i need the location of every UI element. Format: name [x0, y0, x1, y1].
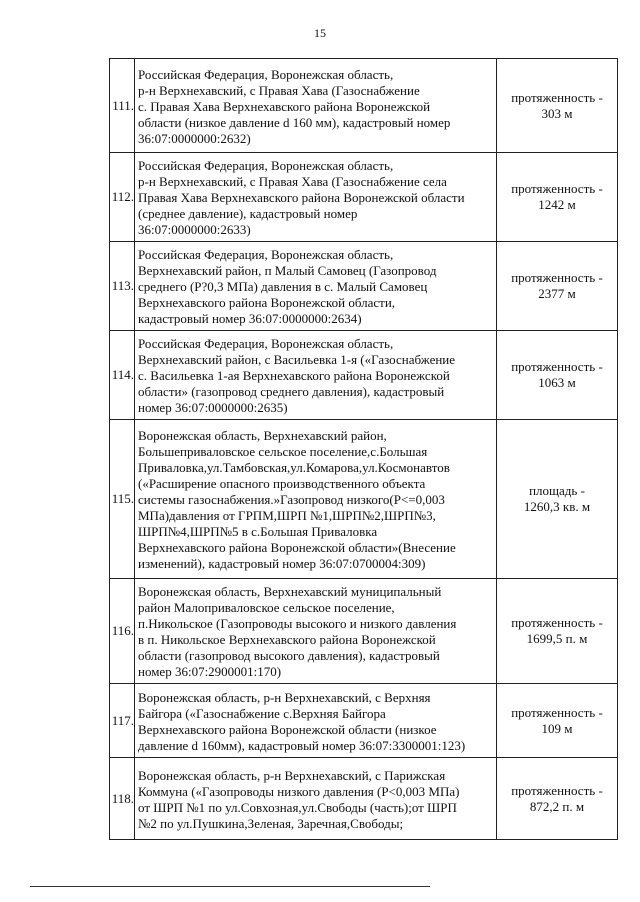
- row-number: 113.: [110, 242, 135, 331]
- row-number: 118.: [110, 758, 135, 840]
- object-description: [135, 153, 497, 242]
- description-line: Российская Федерация, Воронежская область,: [138, 247, 394, 262]
- description-line: изменений), кадастровый номер 36:07:0700004:309): [138, 556, 426, 571]
- description-line: 36:07:0000000:2633): [138, 222, 251, 237]
- object-measurement: [497, 153, 618, 242]
- description-line: Большеприваловское сельское поселение,с.Большая: [138, 444, 428, 459]
- registry-row: [110, 420, 618, 579]
- registry-row: [110, 579, 618, 684]
- description-line: Верхнехавский район, п Малый Самовец (Газопровод: [138, 263, 437, 278]
- description-line: Российская Федерация, Воронежская область,: [138, 66, 394, 82]
- description-line: Байгора («Газоснабжение с.Верхняя Байгора: [138, 705, 386, 721]
- page-number: 15: [314, 26, 326, 40]
- object-measurement: [497, 758, 618, 840]
- description-line: р-н Верхнехавский, с Правая Хава (Газоснабжение села: [138, 174, 447, 189]
- description-line: №2 по ул.Пушкина,Зеленая, Заречная,Свободы;: [138, 815, 404, 831]
- description-line: с. Правая Хава Верхнехавского района Воронежской: [138, 98, 431, 114]
- object-description: [135, 59, 497, 153]
- row-number: 114.: [110, 331, 135, 420]
- description-line: Верхнехавского района Воронежской области,: [138, 295, 396, 310]
- description-line: области» (газопровод среднего давления), кадастровый: [138, 384, 445, 399]
- measurement-line: протяженность -: [511, 782, 603, 798]
- registry-table-body: [110, 59, 618, 840]
- description-line: в п. Никольское Верхнехавского района Воронежской: [138, 632, 436, 647]
- description-line: с. Васильевка 1-ая Верхнехавского района Воронежской: [138, 368, 450, 383]
- object-measurement: [497, 59, 618, 153]
- description-line: области (газопровод высокого давления), кадастровый: [138, 648, 440, 663]
- description-line: Коммуна («Газопроводы низкого давления (Р<0,003 МПа): [138, 783, 460, 799]
- description-line: р-н Верхнехавский, с Правая Хава (Газоснабжение: [138, 82, 420, 98]
- object-measurement: [497, 331, 618, 420]
- object-measurement: [497, 684, 618, 758]
- object-description: [135, 242, 497, 331]
- property-registry-table: [109, 58, 618, 840]
- description-line: от ШРП №1 по ул.Совхозная,ул.Свободы (часть);от ШРП: [138, 799, 457, 815]
- registry-row: [110, 242, 618, 331]
- description-line: системы газоснабжения.»Газопровод низкого(Р<=0,003: [138, 492, 445, 507]
- description-line: Воронежская область, р-н Верхнехавский, с Парижская: [138, 767, 446, 783]
- description-line: кадастровый номер 36:07:0000000:2634): [138, 311, 362, 326]
- registry-row: [110, 153, 618, 242]
- description-line: («Расширение опасного производственного объекта: [138, 476, 426, 491]
- registry-row: [110, 59, 618, 153]
- row-number: 112.: [110, 153, 135, 242]
- description-line: (среднее давление), кадастровый номер: [138, 206, 358, 221]
- object-description: [135, 579, 497, 684]
- measurement-line: 109 м: [541, 720, 573, 736]
- object-description: [135, 758, 497, 840]
- object-description: [135, 684, 497, 758]
- registry-row: [110, 684, 618, 758]
- description-line: п.Никольское (Газопроводы высокого и низкого давления: [138, 616, 457, 631]
- measurement-line: 1242 м: [538, 197, 576, 212]
- description-line: Приваловка,ул.Тамбовская,ул.Комарова,ул.Космонавтов: [138, 460, 450, 475]
- measurement-line: протяженность -: [511, 615, 603, 630]
- registry-row: [110, 758, 618, 840]
- object-measurement: [497, 420, 618, 579]
- registry-row: [110, 331, 618, 420]
- measurement-line: 1260,3 кв. м: [523, 499, 591, 514]
- description-line: Верхнехавский район, с Васильевка 1-я («Газоснабжение: [138, 352, 456, 367]
- object-description: [135, 420, 497, 579]
- description-line: Российская Федерация, Воронежская область,: [138, 336, 394, 351]
- row-number: 116.: [110, 579, 135, 684]
- object-description: [135, 331, 497, 420]
- description-line: Российская Федерация, Воронежская область,: [138, 158, 394, 173]
- row-number: 115.: [110, 420, 135, 579]
- measurement-line: площадь -: [529, 483, 585, 498]
- description-line: ШРП№4,ШРП№5 в с.Большая Приваловка: [138, 524, 378, 539]
- description-line: 36:07:0000000:2632): [138, 130, 251, 146]
- row-number: 111.: [110, 59, 135, 153]
- measurement-line: 1063 м: [538, 375, 576, 390]
- measurement-line: 2377 м: [538, 286, 576, 301]
- description-line: Воронежская область, Верхнехавский район,: [138, 428, 387, 443]
- measurement-line: протяженность -: [511, 181, 603, 196]
- description-line: Воронежская область, р-н Верхнехавский, с Верхняя: [138, 689, 431, 705]
- description-line: среднего (Р?0,3 МПа) давления в с. Малый Самовец: [138, 279, 428, 294]
- description-line: номер 36:07:2900001:170): [138, 664, 282, 679]
- description-line: МПа)давления от ГРПМ,ШРП №1,ШРП№2,ШРП№3,: [138, 508, 436, 523]
- description-line: области (низкое давление d 160 мм), кадастровый номер: [138, 114, 451, 130]
- object-measurement: [497, 242, 618, 331]
- measurement-line: протяженность -: [511, 359, 603, 374]
- description-line: Верхнехавского района Воронежской области»(Внесение: [138, 540, 456, 555]
- measurement-line: 1699,5 п. м: [526, 631, 588, 646]
- measurement-line: протяженность -: [511, 270, 603, 285]
- description-line: Воронежская область, Верхнехавский муниципальный: [138, 584, 442, 599]
- measurement-line: 303 м: [541, 105, 573, 121]
- object-measurement: [497, 579, 618, 684]
- measurement-line: протяженность -: [511, 89, 603, 105]
- row-number: 117.: [110, 684, 135, 758]
- measurement-line: протяженность -: [511, 704, 603, 720]
- description-line: номер 36:07:0000000:2635): [138, 400, 288, 415]
- description-line: давление d 160мм), кадастровый номер 36:07:3300001:123): [138, 737, 466, 753]
- description-line: район Малоприваловское сельское поселение,: [138, 600, 395, 615]
- footer-divider: [30, 886, 430, 887]
- description-line: Правая Хава Верхнехавского района Воронежской области: [138, 190, 465, 205]
- description-line: Верхнехавского района Воронежской области (низкое: [138, 721, 437, 737]
- measurement-line: 872,2 п. м: [529, 798, 585, 814]
